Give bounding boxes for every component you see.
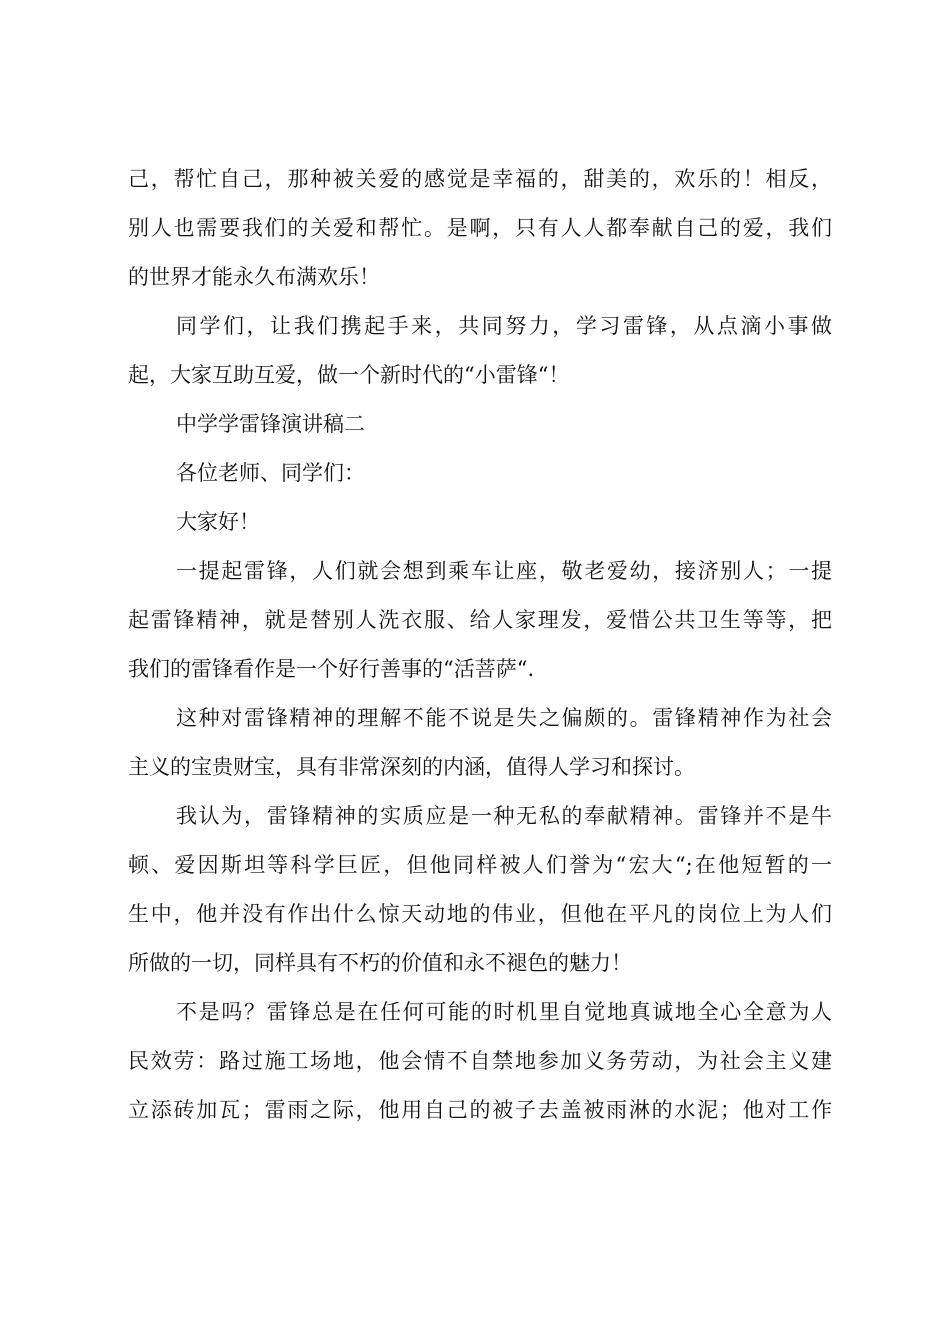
paragraph-line: 我认为，雷锋精神的实质应是一种无私的奉献精神。雷锋并不是牛 [176,804,832,828]
paragraph-line: 不是吗？雷锋总是在任何可能的时机里自觉地真诚地全心全意为人 [176,1000,832,1024]
paragraph-line: 起雷锋精神，就是替别人洗衣服、给人家理发，爱惜公共卫生等等，把 [128,608,832,632]
paragraph-line: 生中，他并没有作出什么惊天动地的伟业，但他在平凡的岗位上为人们 [128,902,832,926]
paragraph-line: 己，帮忙自己，那种被关爱的感觉是幸福的，甜美的，欢乐的！相反， [128,167,832,191]
paragraph-line: 一提起雷锋，人们就会想到乘车让座，敬老爱幼，接济别人；一提 [176,559,832,583]
document-body [128,155,832,1135]
paragraph-line: 民效劳：路过施工场地，他会情不自禁地参加义务劳动，为社会主义建 [128,1049,832,1073]
section-heading: 中学学雷锋演讲稿二 [176,412,365,436]
paragraph-line: 我们的雷锋看作是一个好行善事的“活菩萨“. [128,657,535,681]
salutation: 各位老师、同学们： [176,461,365,485]
paragraph-line: 主义的宝贵财宝，具有非常深刻的内涵，值得人学习和探讨。 [128,755,695,779]
paragraph-line: 所做的一切，同样具有不朽的价值和永不褪色的魅力！ [128,951,632,975]
greeting: 大家好！ [176,510,260,534]
paragraph-line: 立添砖加瓦；雷雨之际，他用自己的被子去盖被雨淋的水泥；他对工作 [128,1098,832,1122]
paragraph-line: 顿、爱因斯坦等科学巨匠，但他同样被人们誉为“宏大“;在他短暂的一 [128,853,832,877]
paragraph-line: 起，大家互助互爱，做一个新时代的“小雷锋“！ [128,363,570,387]
paragraph-line: 这种对雷锋精神的理解不能不说是失之偏颇的。雷锋精神作为社会 [176,706,832,730]
paragraph-line: 的世界才能永久布满欢乐！ [128,265,380,289]
paragraph-line: 别人也需要我们的关爱和帮忙。是啊，只有人人都奉献自己的爱，我们 [128,216,832,240]
paragraph-line: 同学们，让我们携起手来，共同努力，学习雷锋，从点滴小事做 [176,314,832,338]
